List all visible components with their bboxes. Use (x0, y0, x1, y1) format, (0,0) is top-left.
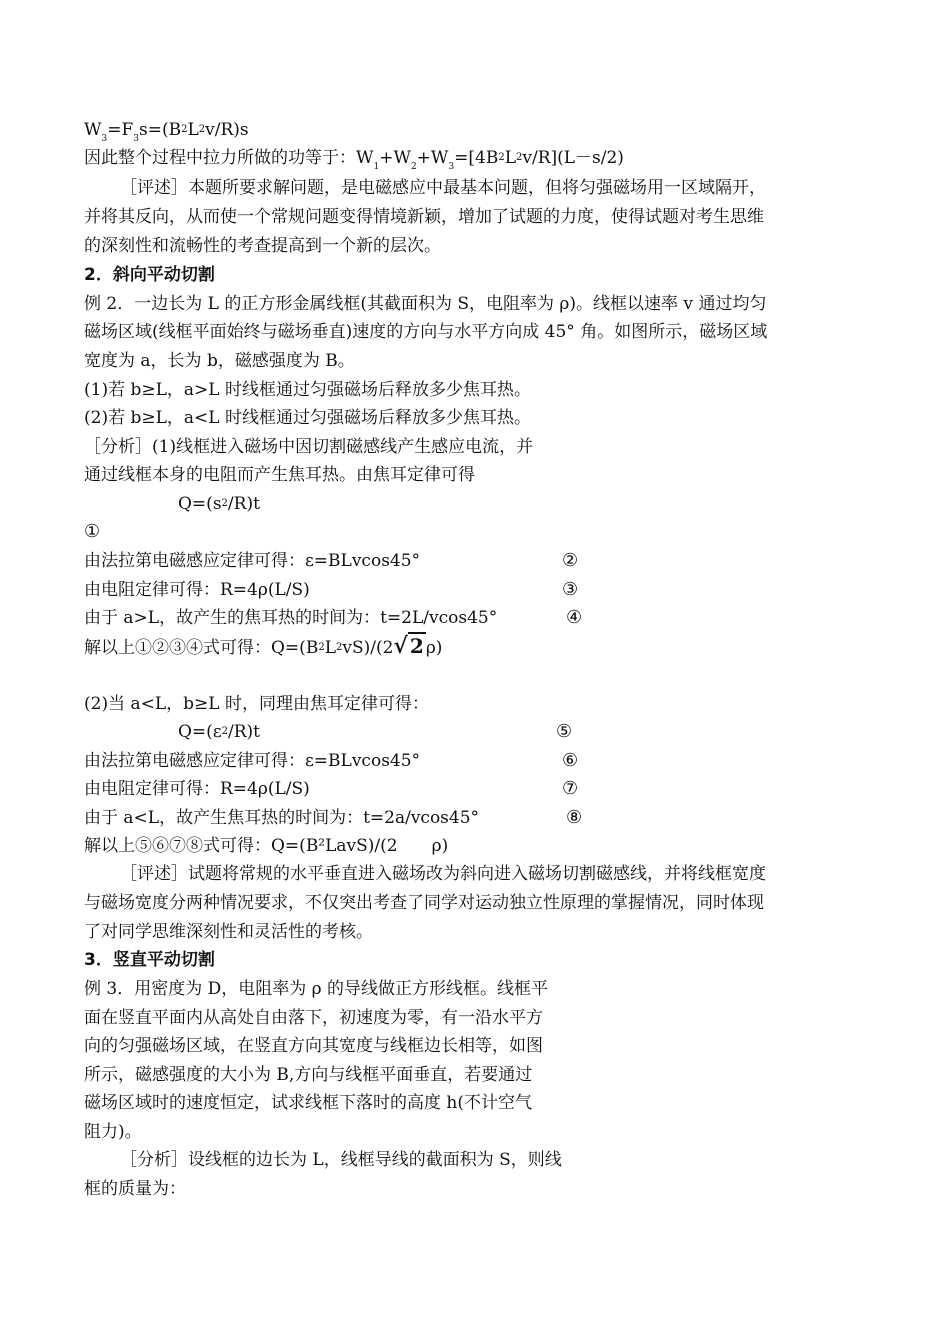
equation-number-6: ⑥ (562, 750, 579, 771)
part-2-intro: (2)当 a<L，b≥L 时，同理由焦耳定律可得： (84, 694, 429, 714)
equation-3: 由电阻定律可得：R=4ρ(L/S) (84, 580, 310, 600)
comment-2-line-2: 与磁场宽度分两种情况要求，不仅突出考查了同学对运动独立性原理的掌握情况，同时体现 (84, 893, 764, 913)
equation-1: $Q=(s^2/R)t$ (178, 494, 260, 514)
example-2-line-2: 磁场区域(线框平面始终与磁场垂直)速度的方向与水平方向成 45° 角。如图所示，磁场区域 (84, 322, 768, 342)
example-2-line-3: 宽度为 a，长为 b，磁感强度为 B。 (84, 351, 355, 371)
section-heading-3: 3．竖直平动切割 (84, 950, 215, 970)
equation-2: 由法拉第电磁感应定律可得：ε=BLvcos45° (84, 551, 421, 571)
equation-number-4: ④ (566, 607, 583, 628)
analysis-3-line-1: ［分析］设线框的边长为 L，线框导线的截面积为 S，则线 (120, 1150, 562, 1170)
equation-number-1: ① (84, 521, 101, 542)
example-3-line-6: 阻力)。 (84, 1122, 142, 1142)
equation-7: 由法拉第电磁感应定律可得：ε=BLvcos45° (84, 751, 421, 771)
example-3-line-5: 磁场区域时的速度恒定，试求线框下落时的高度 h(不计空气 (84, 1093, 532, 1113)
question-2: (2)若 b≥L，a<L 时线框通过匀强磁场后释放多少焦耳热。 (84, 408, 531, 428)
example-3-line-2: 面在竖直平面内从高处自由落下，初速度为零，有一沿水平方 (84, 1008, 543, 1028)
analysis-line-1: ［分析］(1)线框进入磁场中因切割磁感线产生感应电流，并 (84, 437, 534, 457)
equation-number-5: ⑤ (556, 721, 573, 742)
equation-9: 由于 a<L，故产生焦耳热的时间为：t=2a/vcos45° (84, 808, 480, 828)
comment-1-line-1: ［评述］本题所要求解问题，是电磁感应中最基本问题，但将匀强磁场用一区域隔开， (120, 178, 766, 198)
question-1: (1)若 b≥L，a>L 时线框通过匀强磁场后释放多少焦耳热。 (84, 380, 531, 400)
total-work-line: 因此整个过程中拉力所做的功等于：$W_1+W_2+W_3=[4B^2L^2v/R](L-s/2)$ (84, 148, 624, 172)
equation-number-8: ⑧ (566, 807, 583, 828)
comment-2-line-3: 了对同学思维深刻性和灵活性的考核。 (84, 922, 373, 942)
example-3-line-3: 向的匀强磁场区域，在竖直方向其宽度与线框边长相等，如图 (84, 1036, 543, 1056)
sqrt-symbol: √ 2 (393, 633, 424, 659)
example-3-line-4: 所示，磁感强度的大小为 B,方向与线框平面垂直，若要通过 (84, 1065, 533, 1085)
equation-5: 解以上①②③④式可得：$Q=(B^2L^2vS)/(2√$ 2 ρ) (84, 633, 443, 659)
equation-8: 由电阻定律可得：R=4ρ(L/S) (84, 779, 310, 799)
equation-number-3: ③ (562, 579, 579, 600)
analysis-3-line-2: 框的质量为： (84, 1179, 186, 1199)
equation-4: 由于 a>L，故产生的焦耳热的时间为：t=2L/vcos45° (84, 608, 498, 628)
example-3-line-1: 例 3．用密度为 D，电阻率为 ρ 的导线做正方形线框。线框平 (84, 979, 549, 999)
work-w3-equation: $W_3=F_3s=(B^2L^2v/R)s$ (84, 120, 249, 144)
equation-10: 解以上⑤⑥⑦⑧式可得：Q=(B²LavS)/(2 ρ) (84, 836, 449, 856)
total-work-text: 因此整个过程中拉力所做的功等于： (84, 148, 356, 168)
example-2-line-1: 例 2．一边长为 L 的正方形金属线框(其截面积为 S，电阻率为 ρ)。线框以速率 v 通过均匀 (84, 294, 767, 314)
comment-1-line-2: 并将其反向，从而使一个常规问题变得情境新颖，增加了试题的力度，使得试题对考生思维 (84, 207, 764, 227)
equation-6: $Q=(\varepsilon^2/R)t$ (178, 722, 260, 742)
comment-2-line-1: ［评述］试题将常规的水平垂直进入磁场改为斜向进入磁场切割磁感线，并将线框宽度 (120, 864, 766, 884)
analysis-line-2: 通过线框本身的电阻而产生焦耳热。由焦耳定律可得 (84, 465, 475, 485)
comment-1-line-3: 的深刻性和流畅性的考查提高到一个新的层次。 (84, 236, 441, 256)
equation-number-2: ② (562, 550, 579, 571)
section-heading-2: 2．斜向平动切割 (84, 265, 215, 285)
equation-number-7: ⑦ (562, 778, 579, 799)
